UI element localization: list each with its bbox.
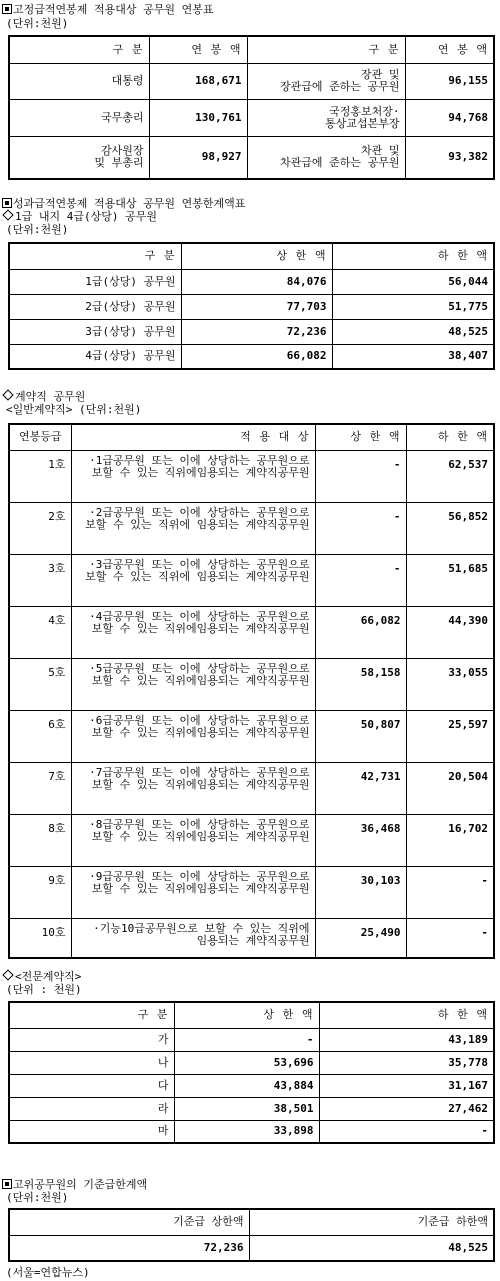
perf-subtitle-text: 1급 내지 4급(상당) 공무원: [15, 210, 157, 223]
table-row: [9, 1235, 494, 1261]
cell-lower: -: [406, 918, 494, 958]
cell-grade: 7호: [9, 762, 71, 814]
square-bullet-icon: [2, 1179, 12, 1189]
cell-grade: 8호: [9, 814, 71, 866]
cell-lower: 51,775: [332, 294, 494, 319]
table-row: [9, 450, 494, 502]
cell-upper: 77,703: [181, 294, 332, 319]
fixed-header-category: 구 분: [9, 36, 149, 63]
cell-label: 나: [9, 1051, 174, 1074]
perf-unit: (단위:천원): [6, 223, 69, 236]
contract-header-lower: 하 한 액: [406, 424, 494, 450]
perf-header-category: 구 분: [9, 243, 181, 269]
table-row: [9, 1051, 494, 1074]
contract-salary-table: [8, 423, 495, 959]
cell-value: 168,671: [149, 63, 247, 99]
expert-header-upper: 상 한 액: [174, 1002, 319, 1028]
senior-header-upper: 기준급 상한액: [9, 1209, 249, 1235]
cell-lower: 25,597: [406, 710, 494, 762]
cell-lower: 35,778: [319, 1051, 494, 1074]
table-row: [9, 762, 494, 814]
cell-lower: 48,525: [249, 1235, 494, 1261]
perf-limit-table: [8, 242, 495, 370]
cell-upper: -: [315, 554, 406, 606]
table-row: [9, 502, 494, 554]
fixed-section-title: [2, 3, 214, 16]
cell-target: ·8급공무원 또는 이에 상당하는 공무원으로 보할 수 있는 직위에임용되는 계약직공무원: [71, 814, 315, 866]
table-row: [9, 269, 494, 294]
cell-grade: 10호: [9, 918, 71, 958]
cell-target: ·기능10급공무원으로 보할 수 있는 직위에 임용되는 계약직공무원: [71, 918, 315, 958]
cell-label: 3급(상당) 공무원: [9, 319, 181, 344]
cell-target: ·1급공무원 또는 이에 상당하는 공무원으로 보할 수 있는 직위에임용되는 계약직공무원: [71, 450, 315, 502]
fixed-title-text: 고정급적연봉제 적용대상 공무원 연봉표: [13, 3, 214, 16]
table-row: [9, 918, 494, 958]
cell-lower: 43,189: [319, 1028, 494, 1051]
cell-label: 라: [9, 1097, 174, 1120]
diamond-bullet-icon: [2, 209, 13, 220]
cell-grade: 5호: [9, 658, 71, 710]
perf-section-title: [2, 197, 245, 210]
cell-lower: -: [319, 1120, 494, 1143]
cell-label: 1급(상당) 공무원: [9, 269, 181, 294]
cell-grade: 2호: [9, 502, 71, 554]
cell-grade: 3호: [9, 554, 71, 606]
expert-unit: (단위 : 천원): [6, 983, 82, 996]
cell-upper: -: [315, 502, 406, 554]
contract-subtitle: <일반계약직> (단위:천원): [6, 403, 142, 416]
table-row: [9, 866, 494, 918]
senior-unit: (단위:천원): [6, 1191, 69, 1204]
cell-lower: 31,167: [319, 1074, 494, 1097]
cell-upper: -: [174, 1028, 319, 1051]
cell-label: 4급(상당) 공무원: [9, 344, 181, 369]
cell-grade: 1호: [9, 450, 71, 502]
fixed-salary-table: [8, 35, 495, 180]
cell-upper: 66,082: [181, 344, 332, 369]
cell-upper: 42,731: [315, 762, 406, 814]
senior-base-table: [8, 1208, 495, 1262]
cell-target: ·7급공무원 또는 이에 상당하는 공무원으로 보할 수 있는 직위에임용되는 계약직공무원: [71, 762, 315, 814]
cell-lower: 16,702: [406, 814, 494, 866]
cell-target: ·6급공무원 또는 이에 상당하는 공무원으로 보할 수 있는 직위에임용되는 계약직공무원: [71, 710, 315, 762]
cell-lower: 56,044: [332, 269, 494, 294]
cell-lower: 44,390: [406, 606, 494, 658]
senior-title-text: 고위공무원의 기준급한계액: [13, 1178, 148, 1191]
table-row: [9, 1074, 494, 1097]
table-row: [9, 63, 494, 99]
cell-lower: -: [406, 866, 494, 918]
table-row: [9, 1097, 494, 1120]
cell-lower: 51,685: [406, 554, 494, 606]
cell-upper: 66,082: [315, 606, 406, 658]
perf-header-upper: 상 한 액: [181, 243, 332, 269]
cell-value: 96,155: [405, 63, 494, 99]
contract-header-target: 적 용 대 상: [71, 424, 315, 450]
table-row: [9, 710, 494, 762]
contract-title-text: 계약직 공무원: [15, 390, 86, 403]
diamond-bullet-icon: [2, 389, 13, 400]
cell-value: 130,761: [149, 99, 247, 136]
cell-lower: 20,504: [406, 762, 494, 814]
contract-header-upper: 상 한 액: [315, 424, 406, 450]
cell-label: 2급(상당) 공무원: [9, 294, 181, 319]
cell-target: ·4급공무원 또는 이에 상당하는 공무원으로 보할 수 있는 직위에임용되는 계약직공무원: [71, 606, 315, 658]
cell-upper: 72,236: [9, 1235, 249, 1261]
cell-upper: 50,807: [315, 710, 406, 762]
cell-upper: 58,158: [315, 658, 406, 710]
table-row: [9, 1120, 494, 1143]
cell-lower: 27,462: [319, 1097, 494, 1120]
cell-upper: 25,490: [315, 918, 406, 958]
senior-section-title: [2, 1178, 147, 1191]
cell-upper: 43,884: [174, 1074, 319, 1097]
cell-label: 대통령: [9, 63, 149, 99]
table-row: [9, 99, 494, 136]
perf-subtitle: [2, 210, 157, 223]
cell-label: 가: [9, 1028, 174, 1051]
table-row: [9, 319, 494, 344]
diamond-bullet-icon: [2, 969, 13, 980]
cell-upper: -: [315, 450, 406, 502]
cell-grade: 4호: [9, 606, 71, 658]
perf-title-text: 성과급적연봉제 적용대상 공무원 연봉한계액표: [13, 197, 246, 210]
cell-lower: 48,525: [332, 319, 494, 344]
source-credit: (서울=연합뉴스): [6, 1266, 90, 1279]
table-row: [9, 1028, 494, 1051]
fixed-header-salary: 연 봉 액: [149, 36, 247, 63]
cell-grade: 9호: [9, 866, 71, 918]
cell-target: ·3급공무원 또는 이에 상당하는 공무원으로 보할 수 있는 직위에 임용되는 계약직공무원: [71, 554, 315, 606]
table-row: [9, 136, 494, 179]
senior-header-lower: 기준급 하한액: [249, 1209, 494, 1235]
cell-upper: 84,076: [181, 269, 332, 294]
table-row: [9, 344, 494, 369]
table-row: [9, 814, 494, 866]
square-bullet-icon: [2, 198, 12, 208]
cell-upper: 30,103: [315, 866, 406, 918]
cell-upper: 36,468: [315, 814, 406, 866]
square-bullet-icon: [2, 4, 12, 14]
expert-limit-table: [8, 1001, 495, 1144]
cell-label: 장관 및 장관급에 준하는 공무원: [247, 63, 405, 99]
cell-target: ·5급공무원 또는 이에 상당하는 공무원으로 보할 수 있는 직위에임용되는 계약직공무원: [71, 658, 315, 710]
cell-label: 마: [9, 1120, 174, 1143]
cell-value: 93,382: [405, 136, 494, 179]
table-row: [9, 554, 494, 606]
cell-label: 국정홍보처장· 통상교섭본부장: [247, 99, 405, 136]
contract-header-grade: 연봉등급: [9, 424, 71, 450]
contract-section-title: [2, 390, 85, 403]
expert-title-text: <전문계약직>: [15, 970, 82, 983]
cell-label: 감사원장 및 부총리: [9, 136, 149, 179]
cell-upper: 33,898: [174, 1120, 319, 1143]
cell-lower: 62,537: [406, 450, 494, 502]
cell-target: ·2급공무원 또는 이에 상당하는 공무원으로 보할 수 있는 직위에 임용되는 계약직공무원: [71, 502, 315, 554]
cell-grade: 6호: [9, 710, 71, 762]
cell-upper: 53,696: [174, 1051, 319, 1074]
cell-upper: 72,236: [181, 319, 332, 344]
cell-label: 차관 및 차관급에 준하는 공무원: [247, 136, 405, 179]
cell-upper: 38,501: [174, 1097, 319, 1120]
table-row: [9, 606, 494, 658]
expert-section-title: [2, 970, 81, 983]
cell-value: 98,927: [149, 136, 247, 179]
table-row: [9, 294, 494, 319]
perf-header-lower: 하 한 액: [332, 243, 494, 269]
cell-lower: 56,852: [406, 502, 494, 554]
table-row: [9, 658, 494, 710]
cell-lower: 33,055: [406, 658, 494, 710]
expert-header-category: 구 분: [9, 1002, 174, 1028]
cell-label: 국무총리: [9, 99, 149, 136]
cell-label: 다: [9, 1074, 174, 1097]
cell-value: 94,768: [405, 99, 494, 136]
fixed-header-category-2: 구 분: [247, 36, 405, 63]
cell-target: ·9급공무원 또는 이에 상당하는 공무원으로 보할 수 있는 직위에임용되는 계약직공무원: [71, 866, 315, 918]
expert-header-lower: 하 한 액: [319, 1002, 494, 1028]
fixed-header-salary-2: 연 봉 액: [405, 36, 494, 63]
cell-lower: 38,407: [332, 344, 494, 369]
fixed-unit: (단위:천원): [6, 17, 69, 30]
